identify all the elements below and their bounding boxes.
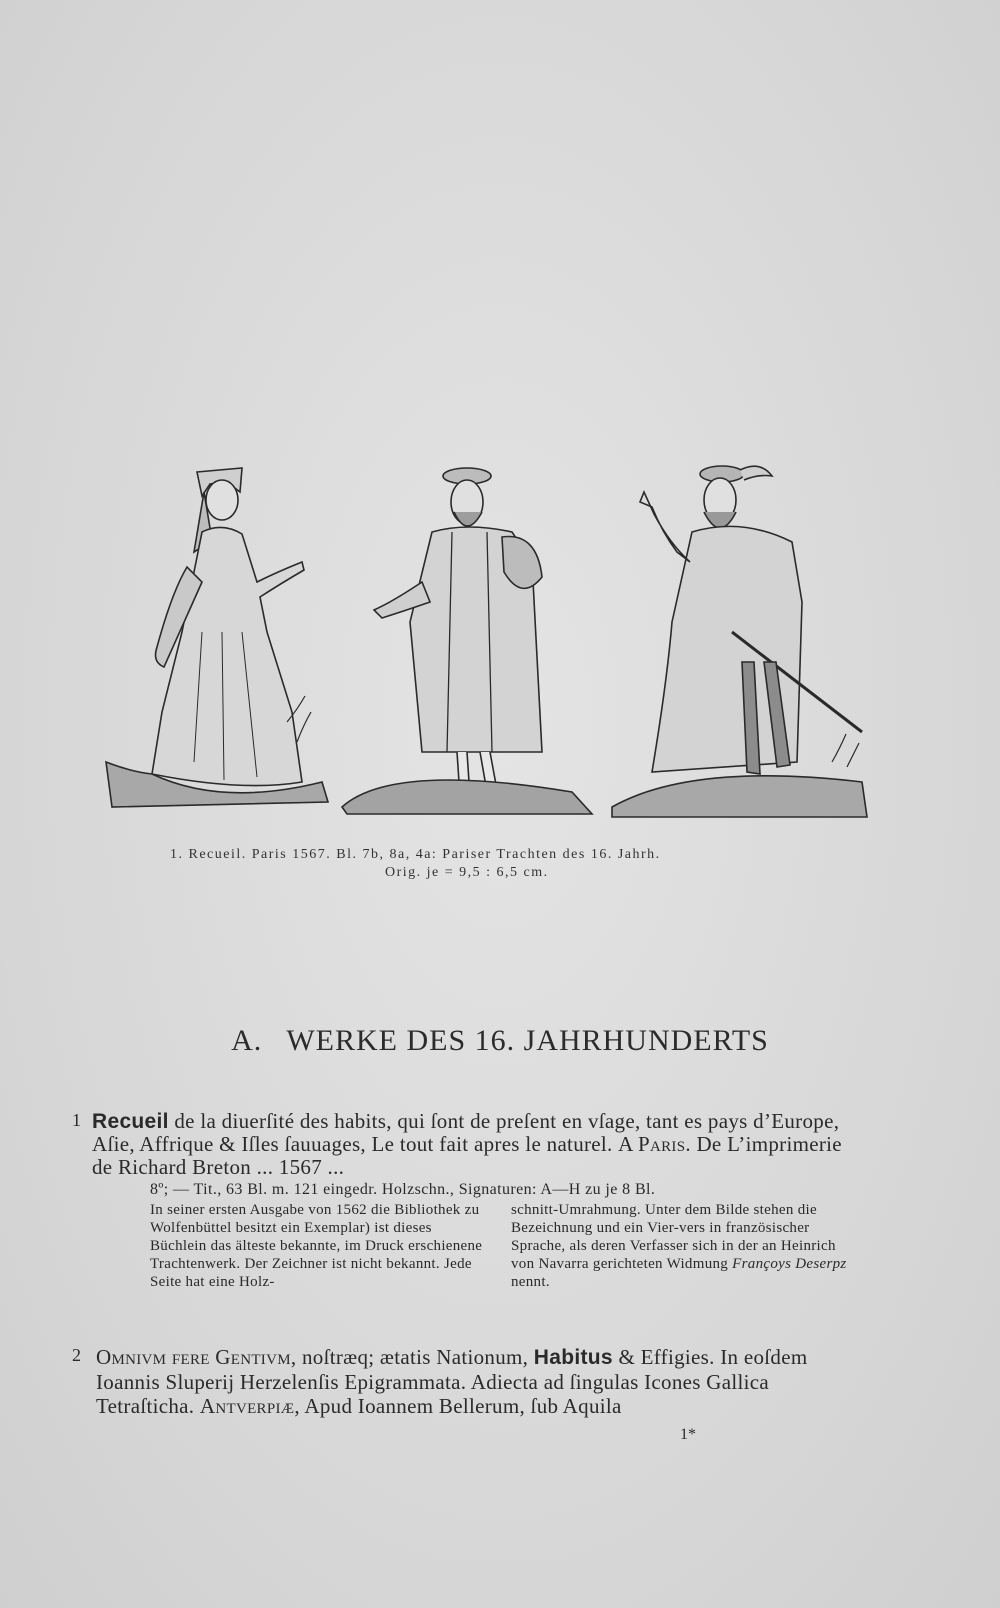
bibliography-entry-2 (72, 1345, 852, 1418)
woman-figure (106, 468, 328, 807)
signature-mark: 1* (680, 1426, 696, 1443)
bibliography-entry-1 (72, 1109, 852, 1291)
nobleman-figure (612, 466, 867, 817)
note-right-end: nennt. (511, 1274, 550, 1290)
entry-note-left: In seiner ersten Ausgabe von 1562 die Bibliothek zu Wolfenbüttel besitzt ein Exemplar) ist dieses Büchlein das älteste bekannte, im Druck erschienene Trachtenwerk. Der Zeichner ist nicht bekannt. Jede Seite hat eine Holz- (150, 1202, 483, 1290)
entry-title (92, 1110, 852, 1179)
entry-title-text: de la diuerſité des habits, qui ſont de preſent en vſage, tant es pays d’Europe, Aſie, Affrique & Iſles ſauuages, Le tout fait apres le naturel. (92, 1109, 840, 1156)
note-right-name: Françoys Deserpz (732, 1256, 847, 1272)
entry-title (92, 1345, 852, 1418)
caption-line-2: Orig. je = 9,5 : 6,5 cm. (385, 865, 549, 880)
section-title: WERKE DES 16. JAHRHUNDERTS (286, 1024, 769, 1057)
entry-place: Antverpiæ, (199, 1394, 300, 1418)
entry-note-right (511, 1201, 852, 1291)
entry-title-caps: Omnivm fere Gentivm, (96, 1345, 297, 1369)
entry-imprint: Apud Ioannem Bellerum, ſub Aquila (299, 1394, 622, 1418)
section-heading (0, 1024, 1000, 1058)
entry-title-mid: noſtræq; ætatis Nationum, (296, 1345, 534, 1369)
figure-caption (170, 846, 850, 882)
entry-note (92, 1201, 852, 1291)
costume-figures-image (92, 462, 872, 842)
burgher-figure (342, 468, 592, 814)
entry-title-keyword: Habitus (533, 1346, 613, 1369)
entry-title-keyword: Recueil (92, 1110, 169, 1133)
entry-place: A Paris. (618, 1132, 691, 1156)
entry-number: 1 (72, 1110, 81, 1130)
entry-title-text: & Effigies. In eoſdem Ioannis Sluperij Herzelenſis Epigrammata. Adiecta ad ſingulas Icones Gallica Tetraſticha. (96, 1345, 808, 1418)
caption-line-1: 1. Recueil. Paris 1567. Bl. 7b, 8a, 4a: Pariser Trachten des 16. Jahrh. (170, 847, 661, 862)
section-letter: A. (231, 1024, 263, 1057)
note-right-text: schnitt-Umrahmung. Unter dem Bilde stehen die Bezeichnung und ein Vier-vers in französischer Sprache, als deren Verfasser sich in der an Heinrich von Navarra gerichteten Widmung (511, 1202, 836, 1272)
woodcut-illustration (92, 462, 872, 842)
entry-collation: 8º; — Tit., 63 Bl. m. 121 eingedr. Holzschn., Signaturen: A—H zu je 8 Bl. (150, 1181, 656, 1198)
entry-imprint: De L’imprimerie de Richard Breton ... 1567 ... (92, 1132, 842, 1179)
entry-number: 2 (72, 1345, 81, 1365)
